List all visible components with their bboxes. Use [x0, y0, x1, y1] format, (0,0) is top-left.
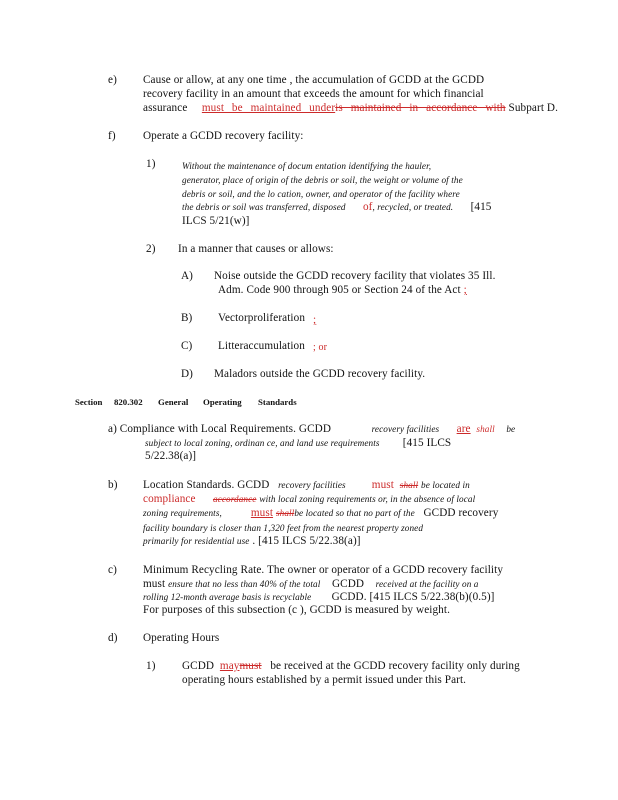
item-C-inserted-or: ; or — [313, 342, 328, 353]
item-f1-num: 1) — [146, 158, 156, 170]
item-e-inserted-text: must be maintained under — [201, 102, 336, 114]
item-a-line-1 — [108, 422, 515, 436]
item-f1-line-4 — [182, 200, 492, 214]
item-e-label: e) — [108, 74, 117, 86]
section-title-word-3: Standards — [258, 397, 297, 407]
item-D-text: Maladors outside the GCDD recovery facility. — [214, 368, 426, 380]
item-d1-inserted-may: may — [219, 660, 240, 672]
item-b-line-2-text: with local zoning requirements or, in the absence of local — [259, 494, 476, 504]
item-f1-line-4-text: the debris or soil was transferred, disposed — [182, 202, 346, 212]
item-c-must: must — [143, 578, 166, 590]
item-c-line-1: Minimum Recycling Rate. The owner or operator of a GCDD recovery facility — [143, 564, 504, 576]
item-d-text: Operating Hours — [143, 632, 220, 644]
item-b-inserted-must: must — [371, 479, 394, 491]
item-c-line-2-rest: received at the facility on a — [375, 579, 479, 589]
item-B-inserted-semicolon: ; — [313, 314, 317, 326]
item-B-label: B) — [181, 312, 193, 324]
item-A-label: A) — [181, 270, 194, 282]
item-f1-citation-end: ILCS 5/21(w)] — [182, 215, 250, 227]
item-c-line-2-text: ensure that no less than 40% of the total — [168, 579, 321, 589]
item-A-line-2 — [218, 283, 467, 297]
item-b-deleted-shall: shall — [399, 480, 419, 490]
item-b-line-5-text: primarily for residential use — [143, 536, 250, 546]
item-A-line-2-text: Adm. Code 900 through 905 or Section 24 of the Act — [218, 284, 461, 296]
item-a-be: be — [506, 424, 516, 434]
item-D-label: D) — [181, 368, 194, 380]
item-b-line-3-text: zoning requirements, — [143, 508, 222, 518]
item-f1-line-3: debris or soil, and the lo cation, owner, and operator of the facility where — [182, 189, 460, 199]
item-a-heading: a) Compliance with Local Requirements. GCDD — [108, 423, 332, 435]
item-d1-deleted-must: must — [239, 660, 262, 672]
item-c-line-4: For purposes of this subsection (c ), GCDD is measured by weight. — [143, 604, 450, 616]
item-b-be-located: be located in — [421, 480, 470, 490]
item-d-label: d) — [108, 632, 118, 644]
item-A-line-1: Noise outside the GCDD recovery facility that violates 35 Ill. — [214, 270, 496, 282]
item-b-line-2 — [143, 492, 475, 506]
item-d1-line-2: operating hours established by a permit issued under this Part. — [182, 674, 467, 686]
item-a-text: recovery facilities — [371, 424, 440, 434]
item-c-line-2 — [143, 577, 478, 591]
item-b-line-4: facility boundary is closer than 1,320 feet from the nearest property zoned — [143, 523, 424, 533]
item-e-line-1: Cause or allow, at any one time , the accumulation of GCDD at the GCDD — [143, 74, 485, 86]
item-a-citation: [415 ILCS — [402, 437, 452, 449]
item-b-inserted-must-2: must — [250, 507, 274, 519]
item-f2-num: 2) — [146, 243, 156, 255]
item-b-deleted-shall-2: shall — [275, 508, 295, 518]
item-f1-inserted-of: of — [362, 201, 373, 213]
item-C-text: Litteraccumulation — [218, 340, 305, 352]
item-b-line-3-rest: be located so that no part of the — [294, 508, 415, 518]
section-label: Section — [75, 397, 103, 407]
item-B-text: Vectorproliferation — [218, 312, 306, 324]
item-b-line-3 — [143, 506, 498, 520]
item-d1-line-1-text: be received at the GCDD recovery facility only during — [270, 660, 520, 672]
item-b-deleted-accordance: accordance — [212, 494, 257, 504]
item-c-citation: GCDD. [415 ILCS 5/22.38(b)(0.5)] — [331, 591, 495, 603]
item-a-deleted-shall: shall — [476, 424, 495, 434]
item-a-line-2-text: subject to local zoning, ordinan ce, and land use requirements — [145, 438, 380, 448]
item-d1-gcdd: GCDD — [182, 660, 215, 672]
section-number: 820.302 — [114, 397, 143, 407]
item-c-gcdd: GCDD — [331, 578, 365, 590]
item-f1-line-4-rest: , recycled, or treated. — [372, 202, 454, 212]
item-A-inserted-semicolon: ; — [463, 284, 467, 296]
item-b-label: b) — [108, 479, 118, 491]
item-e-line-3 — [143, 101, 558, 115]
item-b-text: recovery facilities — [278, 480, 346, 490]
item-b-inserted-compliance: compliance — [143, 493, 196, 505]
item-f-label: f) — [108, 130, 116, 142]
item-b-citation: . [415 ILCS 5/22.38(a)] — [252, 535, 361, 547]
item-d1-num: 1) — [146, 660, 156, 672]
item-c-line-3 — [143, 590, 495, 604]
item-e-line-2: recovery facility in an amount that exceeds the amount for which financial — [143, 88, 484, 100]
section-title-word-1: General — [158, 397, 189, 407]
item-f-text: Operate a GCDD recovery facility: — [143, 130, 304, 142]
section-title-word-2: Operating — [203, 397, 242, 407]
item-e-text: assurance — [143, 102, 188, 114]
item-f1-line-1: Without the maintenance of docum entation identifying the hauler, — [182, 161, 432, 171]
item-f1-line-2: generator, place of origin of the debris or soil, the weight or volume of the — [182, 175, 463, 185]
item-f2-text: In a manner that causes or allows: — [178, 243, 334, 255]
item-c-line-3-text: rolling 12-month average basis is recyclable — [143, 592, 312, 602]
item-a-line-2 — [145, 436, 451, 450]
item-e-subpart: Subpart D. — [508, 102, 559, 114]
item-c-label: c) — [108, 564, 117, 576]
item-b-gcdd-recovery: GCDD recovery — [423, 507, 499, 519]
item-b-line-5 — [143, 534, 361, 548]
item-a-citation-end: 5/22.38(a)] — [145, 450, 197, 462]
item-e-deleted-text: is maintained in accordance with — [335, 102, 506, 114]
item-a-inserted-are: are — [456, 423, 471, 435]
item-b-heading: Location Standards. GCDD — [143, 479, 270, 491]
item-b-line-1 — [143, 478, 470, 492]
item-C-label: C) — [181, 340, 193, 352]
item-f1-citation: [415 — [470, 201, 492, 213]
item-d1-line-1 — [182, 659, 520, 673]
